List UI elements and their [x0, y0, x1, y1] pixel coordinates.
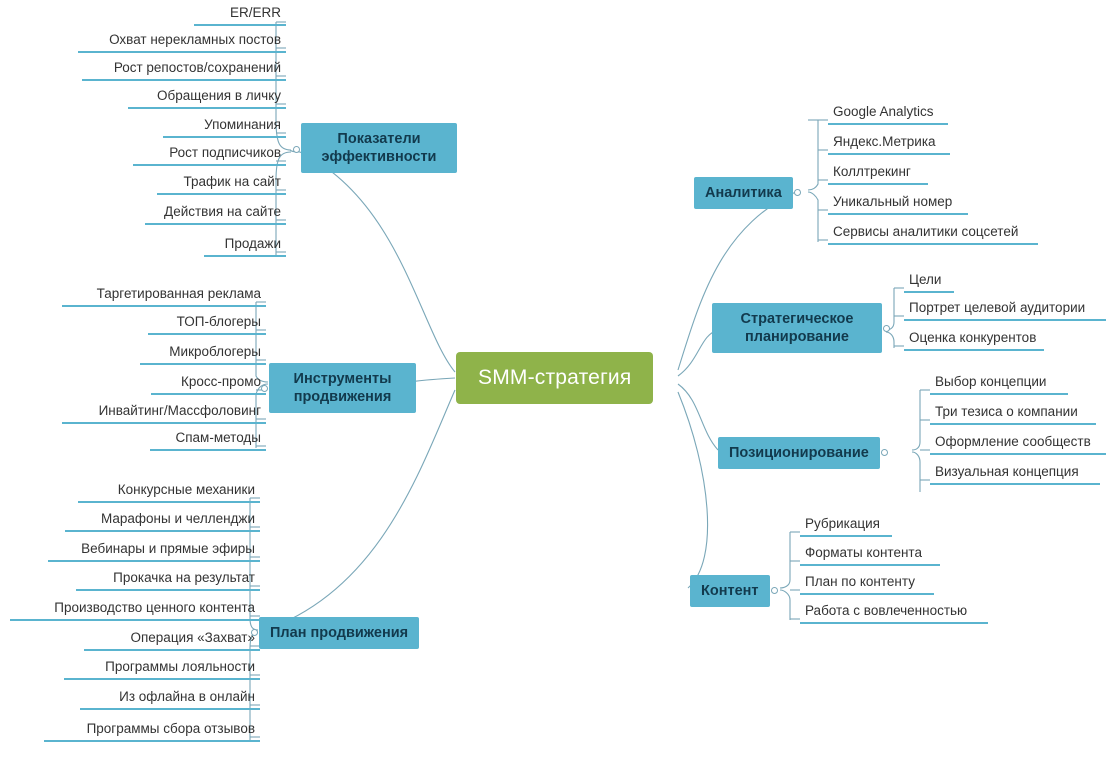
branch-node-instrumenty[interactable]: [269, 363, 416, 413]
leaf-node[interactable]: Оценка конкурентов: [904, 328, 1044, 351]
leaf-node[interactable]: Выбор концепции: [930, 372, 1068, 395]
branch-label-line-2: эффективности: [321, 149, 437, 166]
leaf-node[interactable]: Упоминания: [163, 115, 286, 138]
leaf-node[interactable]: ТОП-блогеры: [148, 312, 266, 335]
leaf-node[interactable]: Три тезиса о компании: [930, 402, 1096, 425]
connector-dot: [881, 449, 888, 456]
leaf-node[interactable]: Из офлайна в онлайн: [80, 687, 260, 710]
leaf-node[interactable]: Программы лояльности: [64, 657, 260, 680]
branch-label-line-2: продвижения: [293, 389, 392, 406]
branch-label-line-1: Инструменты: [293, 371, 392, 387]
branch-node-analitika[interactable]: [694, 177, 793, 209]
connector-dot: [794, 189, 801, 196]
branch-node-strategicheskoe[interactable]: [712, 303, 882, 353]
leaf-node[interactable]: Конкурсные механики: [78, 480, 260, 503]
leaf-node[interactable]: Рост репостов/сохранений: [82, 58, 286, 81]
leaf-node[interactable]: Портрет целевой аудитории: [904, 298, 1106, 321]
leaf-node[interactable]: Таргетированная реклама: [62, 284, 266, 307]
connector-dot: [293, 146, 300, 153]
branch-label-line-1: Стратегическое: [740, 311, 854, 327]
leaf-node[interactable]: Работа с вовлеченностью: [800, 601, 988, 624]
leaf-node[interactable]: Кросс-промо: [151, 372, 266, 395]
connector-dot: [883, 325, 890, 332]
leaf-node[interactable]: Яндекс.Метрика: [828, 132, 950, 155]
branch-label-line-1: Показатели: [337, 131, 421, 147]
leaf-node[interactable]: Обращения в личку: [128, 86, 286, 109]
leaf-node[interactable]: Прокачка на результат: [76, 568, 260, 591]
branch-label-line-1: План продвижения: [270, 625, 409, 641]
leaf-node[interactable]: Визуальная концепция: [930, 462, 1100, 485]
leaf-node[interactable]: Уникальный номер: [828, 192, 968, 215]
branch-node-plan[interactable]: [259, 617, 419, 649]
leaf-node[interactable]: Рост подписчиков: [133, 143, 286, 166]
leaf-node[interactable]: Google Analytics: [828, 102, 948, 125]
leaf-node[interactable]: Инвайтинг/Массфоловинг: [62, 401, 266, 424]
branch-node-pozicionirovanie[interactable]: [718, 437, 880, 469]
leaf-node[interactable]: Спам-методы: [150, 428, 266, 451]
leaf-node[interactable]: Оформление сообществ: [930, 432, 1106, 455]
branch-label-line-1: Позиционирование: [729, 445, 869, 461]
leaf-node[interactable]: Производство ценного контента: [10, 598, 260, 621]
branch-label-line-1: Аналитика: [705, 185, 782, 201]
root-node[interactable]: SMM-стратегия: [456, 352, 653, 404]
leaf-node[interactable]: Вебинары и прямые эфиры: [48, 539, 260, 562]
leaf-node[interactable]: Операция «Захват»: [84, 628, 260, 651]
connector-dot: [771, 587, 778, 594]
leaf-node[interactable]: Рубрикация: [800, 514, 892, 537]
branch-label-line-1: Контент: [701, 583, 759, 599]
leaf-node[interactable]: Действия на сайте: [145, 202, 286, 225]
leaf-node[interactable]: План по контенту: [800, 572, 934, 595]
leaf-node[interactable]: Охват нерекламных постов: [78, 30, 286, 53]
leaf-node[interactable]: Программы сбора отзывов: [44, 719, 260, 742]
leaf-node[interactable]: Форматы контента: [800, 543, 940, 566]
branch-node-kontent[interactable]: [690, 575, 770, 607]
leaf-node[interactable]: Марафоны и челленджи: [65, 509, 260, 532]
leaf-node[interactable]: Коллтрекинг: [828, 162, 928, 185]
leaf-node[interactable]: Продажи: [204, 234, 286, 257]
leaf-node[interactable]: Сервисы аналитики соцсетей: [828, 222, 1038, 245]
leaf-node[interactable]: Цели: [904, 270, 954, 293]
branch-node-pokazateli[interactable]: [301, 123, 457, 173]
branch-label-line-2: планирование: [745, 329, 849, 346]
leaf-node[interactable]: Микроблогеры: [140, 342, 266, 365]
leaf-node[interactable]: ER/ERR: [194, 3, 286, 26]
leaf-node[interactable]: Трафик на сайт: [157, 172, 286, 195]
